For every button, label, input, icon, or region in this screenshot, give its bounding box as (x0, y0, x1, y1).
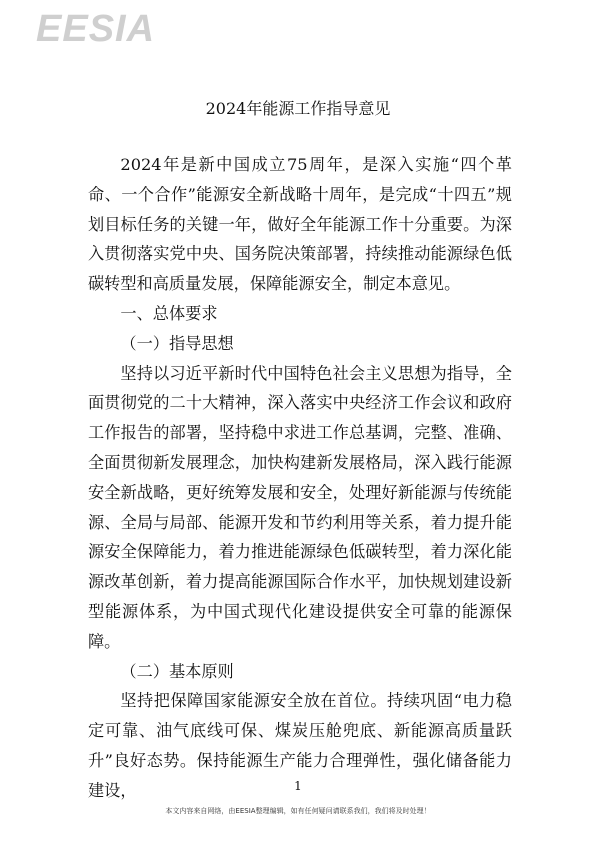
basic-principles-paragraph: 坚持把保障国家能源安全放在首位。持续巩固“电力稳定可靠、油气底线可保、煤炭压舱兜底、新能源高质量跃升”良好态势。保持能源生产能力合理弹性，强化储备能力建设， (88, 691, 512, 800)
eesia-logo: EESIA (36, 8, 156, 50)
intro-paragraph: 2024年是新中国成立75周年，是深入实施“四个革命、一个合作”能源安全新战略十周年，是完成“十四五”规划目标任务的关键一年，做好全年能源工作十分重要。为深入贯彻落实党中央、国务院决策部署，持续推动能源绿色低碳转型和高质量发展，保障能源安全，制定本意见。 (88, 155, 512, 294)
document-body (88, 150, 512, 806)
document-title: 2024年能源工作指导意见 (205, 99, 391, 118)
footer-notice: 本文内容来自网络，由EESIA整理编辑，如有任何疑问请联系我们，我们将及时处理！ (165, 807, 431, 815)
guiding-ideology-paragraph: 坚持以习近平新时代中国特色社会主义思想为指导，全面贯彻党的二十大精神，深入落实中央经济工作会议和政府工作报告的部署，坚持稳中求进工作总基调，完整、准确、全面贯彻新发展理念，加快构建新发展格局，深入践行能源安全新战略，更好统筹发展和安全，处理好新能源与传统能源、全局与局部、能源开发和节约利用等关系，着力提升能源安全保障能力，着力推进能源绿色低碳转型，着力深化能源改革创新，着力提高能源国际合作水平，加快规划建设新型能源体系，为中国式现代化建设提供安全可靠的能源保障。 (88, 363, 512, 651)
section-heading-general-requirements: 一、总体要求 (120, 303, 218, 323)
page-number: 1 (294, 779, 302, 793)
subsection-heading-guiding-ideology: （一）指导思想 (120, 333, 234, 353)
subsection-heading-basic-principles: （二）基本原则 (120, 661, 234, 681)
